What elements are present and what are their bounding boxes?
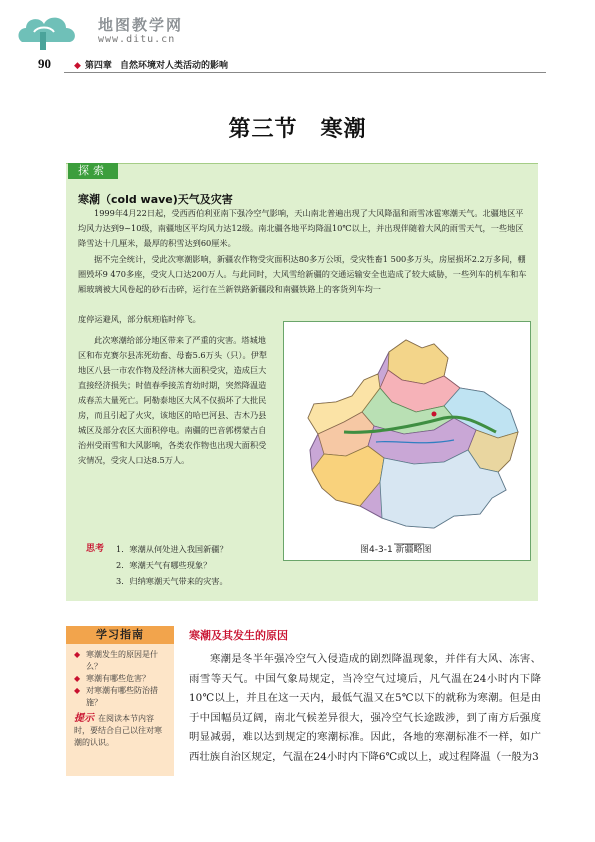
guide-tip xyxy=(74,713,168,749)
guide-item xyxy=(74,685,168,709)
guide-item-text: 对寒潮有哪些防治措施？ xyxy=(86,686,158,707)
header-divider xyxy=(64,72,546,73)
think-questions xyxy=(116,541,228,589)
tip-label: 提示 xyxy=(74,713,94,724)
diamond-bullet-icon: ◆ xyxy=(74,61,81,71)
diamond-bullet-icon: ◆ xyxy=(74,650,81,659)
explore-paragraph-2 xyxy=(78,252,530,297)
site-name: 地图教学网 xyxy=(98,16,184,34)
tip-text: 在阅读本节内容时，要结合自己以往对寒潮的认识。 xyxy=(74,714,162,747)
explore-paragraph-2-continued: 度停运避风，部分航班临时停飞。 xyxy=(78,314,201,324)
chapter-heading xyxy=(74,58,228,71)
think-question: 2．寒潮天气有哪些现象？ xyxy=(116,560,212,570)
guide-item xyxy=(74,673,168,685)
xinjiang-map-figure xyxy=(283,321,531,561)
map-caption: 图4-3-1 新疆略图 xyxy=(360,545,432,555)
explore-paragraph-1-text: 1999年4月22日起，受西西伯利亚南下强冷空气影响，天山南北普遍出现了大风降温和雨雪冰雹寒潮天气。北疆地区平均风力达到9~10级，南疆地区平均风力达12级。南北疆各地平均降温10℃以上，并出现伴随着大风的雨雪天气，一些地区降雪达十几厘米，最厚的积雪达到60厘米。 xyxy=(78,208,524,248)
think-question: 3．归纳寒潮天气带来的灾害。 xyxy=(116,576,228,586)
learning-guide-box xyxy=(66,626,174,776)
think-label: 思考 xyxy=(86,544,105,554)
chapter-title: 自然环境对人类活动的影响 xyxy=(119,61,228,71)
explore-tag: 探索 xyxy=(68,163,118,179)
learning-guide-title: 学习指南 xyxy=(66,626,174,644)
guide-item-text: 寒潮有哪些危害？ xyxy=(86,674,150,683)
guide-item xyxy=(74,649,168,673)
explore-title: 寒潮（cold wave)天气及灾害 xyxy=(78,193,233,206)
guide-item-text: 寒潮发生的原因是什么？ xyxy=(86,650,158,671)
explore-paragraph-3 xyxy=(78,333,274,468)
section-title: 第三节 寒潮 xyxy=(228,116,367,142)
site-url: www.ditu.cn xyxy=(98,34,176,45)
site-logo-icon xyxy=(14,8,84,52)
diamond-bullet-icon: ◆ xyxy=(74,674,81,683)
chapter-number: 第四章 xyxy=(84,61,112,71)
page-number: 90 xyxy=(38,56,51,71)
learning-guide-body xyxy=(66,644,174,749)
xinjiang-map-icon xyxy=(284,322,530,560)
explore-paragraph-3-text: 此次寒潮给部分地区带来了严重的灾害。塔城地区和布克赛尔县冻死幼畜、母畜5.6万头（只）。伊犁地区八县一市农作物及经济林大面积受灾，造成巨大直接经济损失；时值春季接羔育幼时期，突然降温造成春羔大量死亡。阿勒泰地区大风不仅损坏了大批民房，而且引起了火灾，该地区的哈巴河县、吉木乃县城区及部分农区大面积停电。南疆的巴音郭楞蒙古自治州受雨雪和大风影响，各类农作物也出现大面积受灾情况，受灾人口达8.5万人。 xyxy=(78,335,268,465)
subsection-title: 寒潮及其发生的原因 xyxy=(189,629,288,642)
think-question: 1．寒潮从何处进入我国新疆？ xyxy=(116,544,228,554)
body-paragraph: 寒潮是冬半年强冷空气入侵造成的剧烈降温现象，并伴有大风、冻害、雨雪等天气。中国气象局规定，当冷空气过境后，凡气温在24小时内下降10℃以上，并且在这一天内，最低气温又在5℃以下的就称为寒潮。但是由于中国幅员辽阔，南北气候差异很大，强冷空气长途跋涉，到了南方后强度明显减弱，难以达到规定的寒潮标准。因此，各地的寒潮标准不一样，如广西壮族自治区规定，气温在24小时内下降6℃或以上，或过程降温（一般为3 xyxy=(189,653,541,763)
explore-paragraph-1 xyxy=(78,206,530,251)
diamond-bullet-icon: ◆ xyxy=(74,686,81,695)
explore-paragraph-2-text: 据不完全统计，受此次寒潮影响，新疆农作物受灾面积达80多万公顷，受灾牲畜1 500多万头，房屋损坏2.2万多间，棚圈毁坏9 470多座，受灾人口达200万人。与此同时，大风雪给新疆的交通运输安全也造成了较大威胁，一些列车的机车和车厢玻璃被大风卷起的砂石击碎，运行在兰新铁路新疆段和南疆铁路上的客货列车均一 xyxy=(78,254,527,294)
